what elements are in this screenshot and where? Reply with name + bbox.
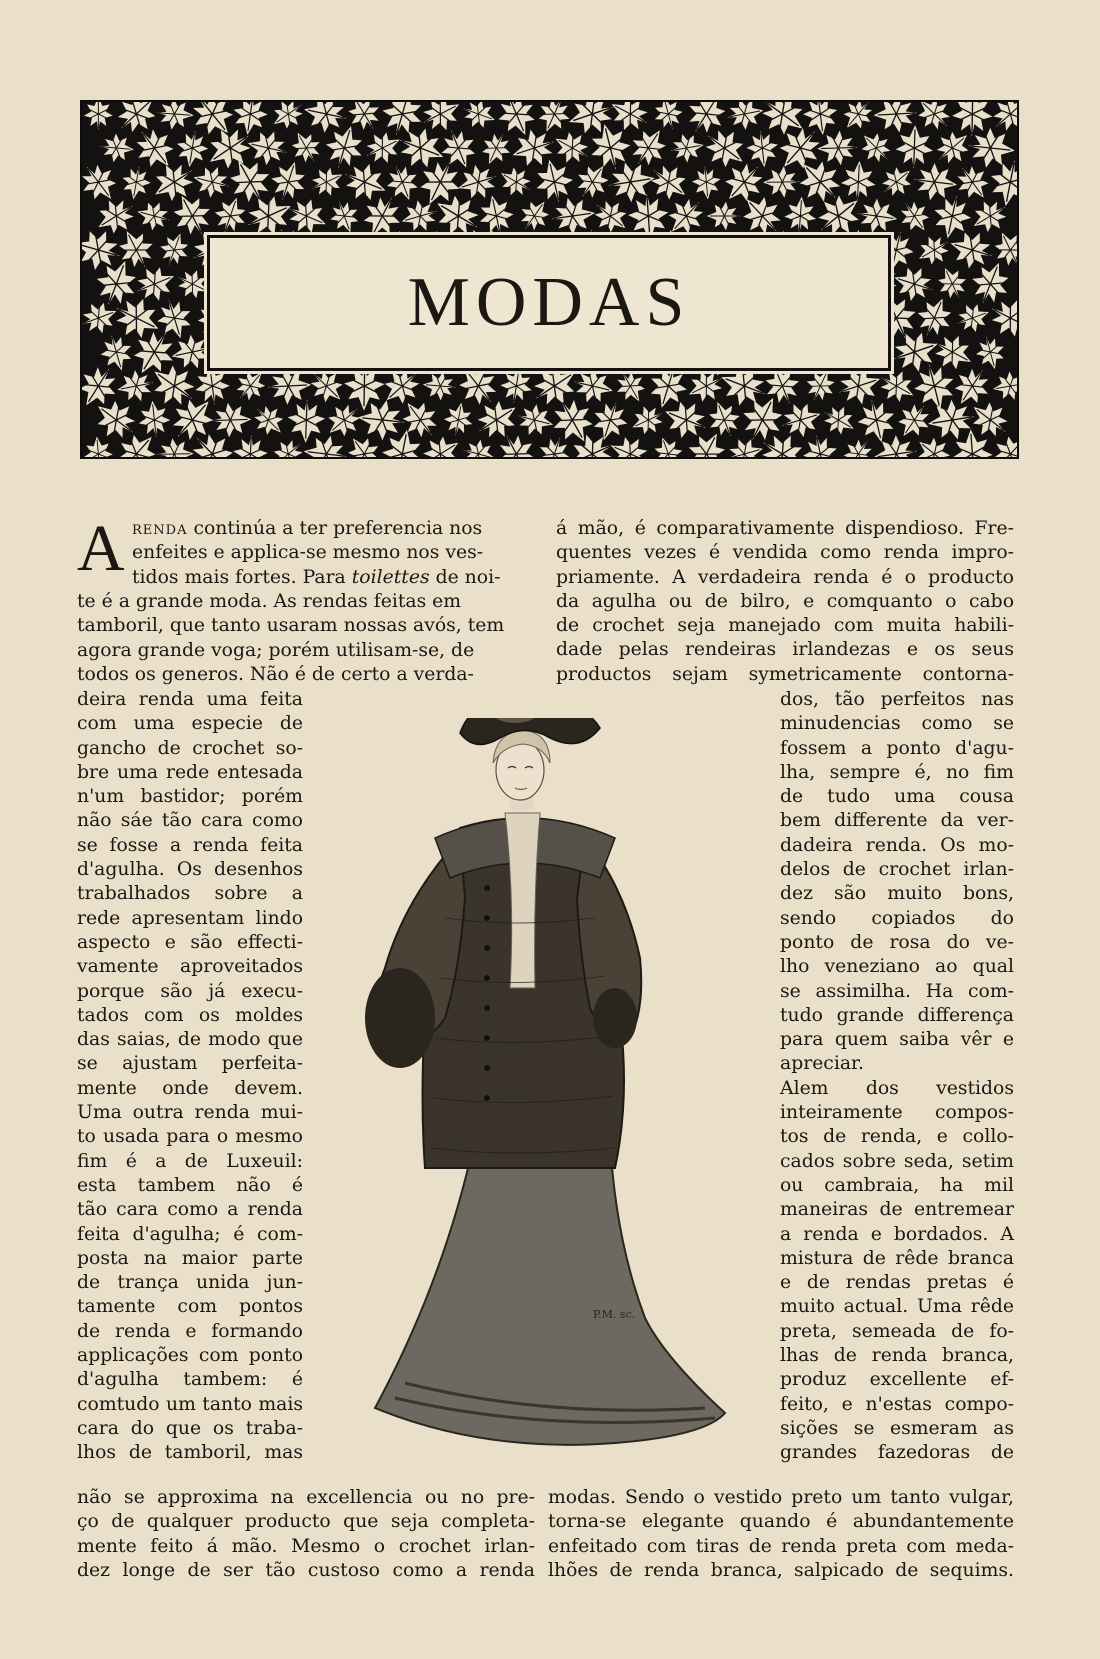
text-line: torna-se elegante quando é abundantemente	[548, 1511, 1014, 1533]
text-line: se ajustam perfeita-	[77, 1053, 303, 1075]
text-line: de trança unida jun-	[77, 1272, 303, 1294]
text-line: comtudo um tanto mais	[77, 1393, 303, 1415]
text-line: dade pelas rendeiras irlandezas e os seus	[556, 639, 1014, 661]
text-line: a renda e bordados. A	[780, 1223, 1014, 1245]
text-line	[132, 517, 535, 541]
text-line: mistura de rêde branca	[780, 1247, 1014, 1269]
text-line: tamboril, que tanto usaram nossas avós, tem	[77, 615, 505, 637]
right-top-block	[556, 517, 1014, 687]
text-line: não sáe tão cara como	[77, 810, 303, 832]
left-intro-full	[77, 590, 535, 687]
right-bottom-block	[548, 1486, 1014, 1583]
title-box	[207, 235, 891, 371]
text-line	[132, 566, 535, 590]
text-span: tidos mais fortes. Para	[132, 566, 346, 588]
text-line: lha, sempre é, no fim	[780, 761, 1014, 783]
text-line: das saias, de modo que	[77, 1029, 303, 1051]
header-banner	[80, 100, 1019, 459]
text-line: enfeitado com tiras de renda preta com meda-	[548, 1535, 1014, 1557]
text-line: applicações com ponto	[77, 1345, 303, 1367]
text-line: ço de qualquer producto que seja completa-	[77, 1511, 535, 1533]
engraver-signature: P.M. sc.	[593, 1308, 636, 1321]
text-line: mente feito á mão. Mesmo o crochet irlan-	[77, 1535, 535, 1557]
text-line: Alem dos vestidos	[780, 1077, 1014, 1099]
text-line: minudencias como se	[780, 713, 1014, 735]
page-title: MODAS	[407, 264, 691, 341]
text-line: tos de renda, e collo-	[780, 1126, 1014, 1148]
text-line: esta tambem não é	[77, 1174, 303, 1196]
text-line: inteiramente compos-	[780, 1102, 1014, 1124]
text-line: tão cara como a renda	[77, 1199, 303, 1221]
text-line: lhos de tamboril, mas	[77, 1442, 303, 1464]
text-line: cara do que os traba-	[77, 1417, 303, 1439]
text-line: para quem saiba vêr e	[780, 1029, 1014, 1051]
text-line: da agulha ou de bilro, e comquanto o cabo	[556, 590, 1014, 612]
text-line: lhas de renda branca,	[780, 1345, 1014, 1367]
text-line: Uma outra renda mui-	[77, 1102, 303, 1124]
text-line: deira renda uma feita	[77, 689, 303, 710]
text-line: lho veneziano ao qual	[780, 956, 1014, 978]
text-line: apreciar.	[780, 1053, 864, 1075]
text-line: com uma especie de	[77, 713, 303, 735]
text-line: productos sejam symetricamente contorna-	[556, 663, 1014, 685]
text-line: sições se esmeram as	[780, 1417, 1014, 1439]
text-line: dez são muito bons,	[780, 883, 1014, 905]
text-line: cados sobre seda, setim	[780, 1150, 1014, 1172]
text-line: rede apresentam lindo	[77, 907, 303, 929]
text-line: fossem a ponto d'agu-	[780, 737, 1014, 759]
text-line: maneiras de entremear	[780, 1199, 1014, 1221]
text-line: se fosse a renda feita	[77, 834, 303, 856]
text-line: de renda e formando	[77, 1320, 303, 1342]
left-narrow-column	[77, 688, 303, 1466]
text-line: delos de crochet irlan-	[780, 859, 1014, 881]
text-line: dos, tão perfeitos nas	[780, 689, 1014, 710]
text-line: sendo copiados do	[780, 907, 1014, 929]
drop-cap: A	[77, 512, 125, 585]
text-line: grandes fazedoras de	[780, 1442, 1014, 1464]
text-line: modas. Sendo o vestido preto um tanto vulgar,	[548, 1487, 1014, 1508]
text-line: posta na maior parte	[77, 1247, 303, 1269]
text-line: porque são já execu-	[77, 980, 303, 1002]
text-line: te é a grande moda. As rendas feitas em	[77, 591, 462, 612]
text-line: tudo grande differença	[780, 1004, 1014, 1026]
text-line: gancho de crochet so-	[77, 737, 303, 759]
text-line: mente onde devem.	[77, 1077, 303, 1099]
text-line: enfeites e applica-se mesmo nos ves-	[132, 542, 484, 564]
text-line: fim é a de Luxeuil:	[77, 1150, 303, 1172]
text-span: de noi-	[435, 566, 501, 588]
text-line: trabalhados sobre a	[77, 883, 303, 905]
italic-term: toilettes	[351, 566, 430, 588]
text-line: ponto de rosa do ve-	[780, 931, 1014, 953]
text-line: d'agulha tambem: é	[77, 1369, 303, 1391]
text-line: se assimilha. Ha com-	[780, 980, 1014, 1002]
text-line: produz excellente ef-	[780, 1369, 1014, 1391]
text-line: feita d'agulha; é com-	[77, 1223, 303, 1245]
right-narrow-column	[780, 688, 1014, 1466]
text-line: priamente. A verdadeira renda é o producto	[556, 566, 1014, 588]
fashion-illustration	[365, 718, 735, 1448]
text-line: vamente aproveitados	[77, 956, 303, 978]
text-line: dadeira renda. Os mo-	[780, 834, 1014, 856]
text-line: de tudo uma cousa	[780, 786, 1014, 808]
text-line: de crochet seja manejado com muita habili-	[556, 615, 1014, 637]
text-line: tados com os moldes	[77, 1004, 303, 1026]
text-line: n'um bastidor; porém	[77, 786, 303, 808]
text-line: muito actual. Uma rêde	[780, 1296, 1014, 1318]
text-line: e de rendas pretas é	[780, 1272, 1014, 1294]
text-line: bem differente da ver-	[780, 810, 1014, 832]
text-line: todos os generos. Não é de certo a verda-	[77, 663, 474, 685]
text-line: tamente com pontos	[77, 1296, 303, 1318]
lead-word: renda	[132, 518, 188, 539]
text-line: agora grande voga; porém utilisam-se, de	[77, 639, 475, 661]
text-line: dez longe de ser tão custoso como a renda	[77, 1559, 535, 1581]
text-line: feito, e n'estas compo-	[780, 1393, 1014, 1415]
text-line: bre uma rede entesada	[77, 761, 303, 783]
woman-in-fur-coat-image	[365, 718, 735, 1448]
text-line: não se approxima na excellencia ou no pre-	[77, 1487, 535, 1508]
left-intro-indented	[132, 517, 535, 590]
text-line: ou cambraia, ha mil	[780, 1174, 1014, 1196]
text-span: continúa a ter preferencia nos	[193, 518, 483, 539]
left-bottom-block	[77, 1486, 535, 1583]
text-line: quentes vezes é vendida como renda impro-	[556, 542, 1014, 564]
text-line: d'agulha. Os desenhos	[77, 859, 303, 881]
text-line: to usada para o mesmo	[77, 1126, 303, 1148]
text-line: á mão, é comparativamente dispendioso. Fre-	[556, 518, 1014, 539]
text-line: preta, semeada de fo-	[780, 1320, 1014, 1342]
text-line: aspecto e são effecti-	[77, 931, 303, 953]
text-line: lhões de renda branca, salpicado de sequims.	[548, 1559, 1014, 1581]
